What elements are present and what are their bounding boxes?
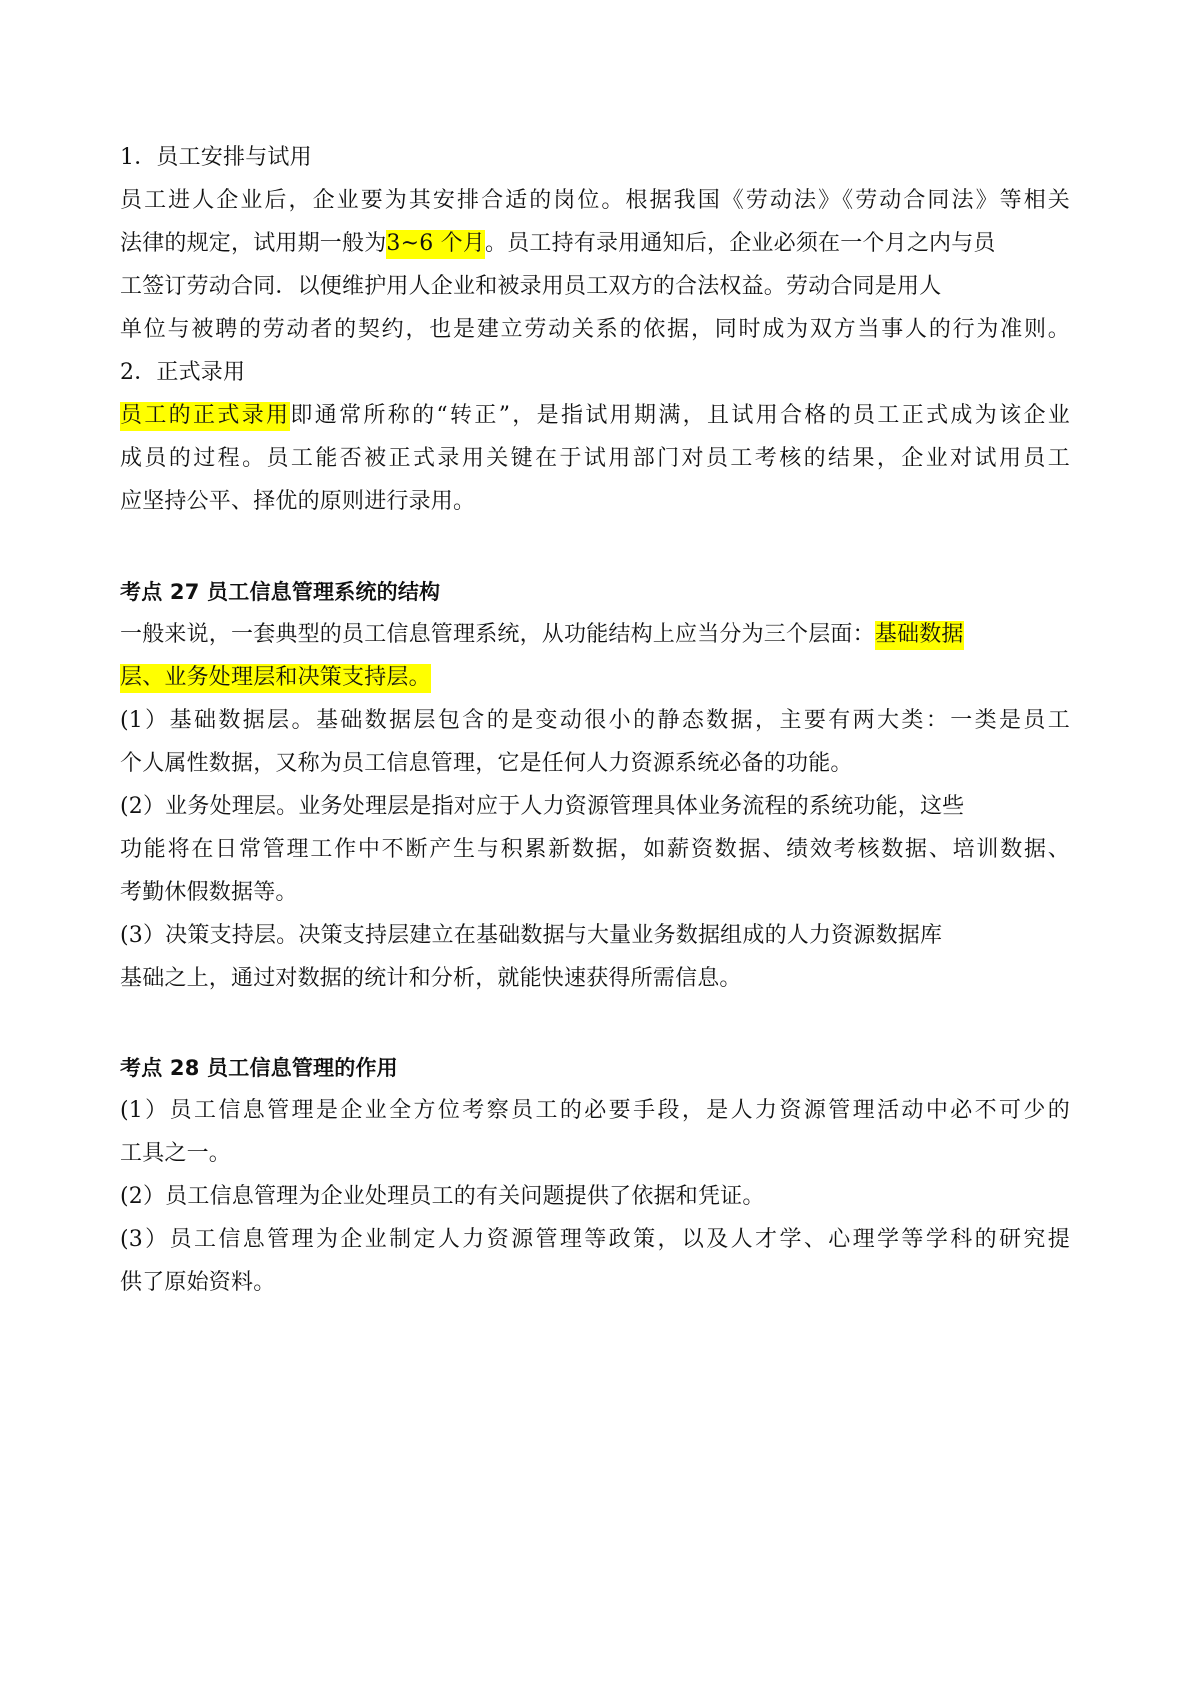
- section1-line4: 单位与被聘的劳动者的契约，也是建立劳动关系的依据，同时成为双方当事人的行为准则。: [120, 317, 1070, 342]
- section2-line3: 应坚持公平、择优的原则进行录用。: [120, 489, 476, 514]
- section2-line1: [120, 401, 1070, 431]
- section3-intro-line2: [120, 663, 431, 693]
- section3-item2-line3: 考勤休假数据等。: [120, 880, 298, 905]
- section3-intro-line1: [120, 620, 964, 650]
- section4-item1-line1: (1）员工信息管理是企业全方位考察员工的必要手段，是人力资源管理活动中必不可少的: [120, 1098, 1070, 1123]
- section1-line3: 工签订劳动合同．以便维护用人企业和被录用员工双方的合法权益。劳动合同是用人: [120, 274, 942, 299]
- section3-item3-line2: 基础之上，通过对数据的统计和分析，就能快速获得所需信息。: [120, 966, 742, 991]
- section3-item2-line1: (2）业务处理层。业务处理层是指对应于人力资源管理具体业务流程的系统功能，这些: [120, 794, 965, 819]
- highlight-formal-hire: 员工的正式录用: [120, 402, 290, 431]
- highlight-trial-period: 3~6 个月: [386, 230, 485, 259]
- section1-line2: [120, 229, 996, 259]
- section4-title: 考点 28 员工信息管理的作用: [120, 1056, 398, 1080]
- section3-item3-line1: (3）决策支持层。决策支持层建立在基础数据与大量业务数据组成的人力资源数据库: [120, 923, 943, 948]
- section3-item2-line2: 功能将在日常管理工作中不断产生与积累新数据，如薪资数据、绩效考核数据、培训数据、: [120, 837, 1070, 862]
- section1-line2-end: 。员工持有录用通知后，企业必须在一个月之内与员: [485, 231, 996, 256]
- section1-title: 1．员工安排与试用: [120, 145, 312, 170]
- section2-title: 2．正式录用: [120, 360, 246, 385]
- section3-item1-line2: 个人属性数据，又称为员工信息管理，它是任何人力资源系统必备的功能。: [120, 751, 853, 776]
- highlight-layers: 层、业务处理层和决策支持层。: [120, 664, 431, 693]
- section3-intro-start: 一般来说，一套典型的员工信息管理系统，从功能结构上应当分为三个层面：: [120, 622, 875, 647]
- section2-line2: 成员的过程。员工能否被正式录用关键在于试用部门对员工考核的结果，企业对试用员工: [120, 446, 1070, 471]
- section4-item3-line1: (3）员工信息管理为企业制定人力资源管理等政策，以及人才学、心理学等学科的研究提: [120, 1227, 1070, 1252]
- section3-item1-line1: (1）基础数据层。基础数据层包含的是变动很小的静态数据，主要有两大类：一类是员工: [120, 708, 1070, 733]
- section2-line1-end: 即通常所称的“转正”，是指试用期满，且试用合格的员工正式成为该企业: [290, 403, 1070, 428]
- section1-line2-start: 法律的规定，试用期一般为: [120, 231, 387, 256]
- section4-item3-line2: 供了原始资料。: [120, 1270, 276, 1295]
- section4-item1-line2: 工具之一。: [120, 1141, 232, 1166]
- highlight-basic-data: 基础数据: [875, 621, 964, 650]
- section1-line1: 员工进人企业后，企业要为其安排合适的岗位。根据我国《劳动法》《劳动合同法》等相关: [120, 188, 1070, 213]
- section3-title: 考点 27 员工信息管理系统的结构: [120, 580, 441, 604]
- section4-item2-line1: (2）员工信息管理为企业处理员工的有关问题提供了依据和凭证。: [120, 1184, 765, 1209]
